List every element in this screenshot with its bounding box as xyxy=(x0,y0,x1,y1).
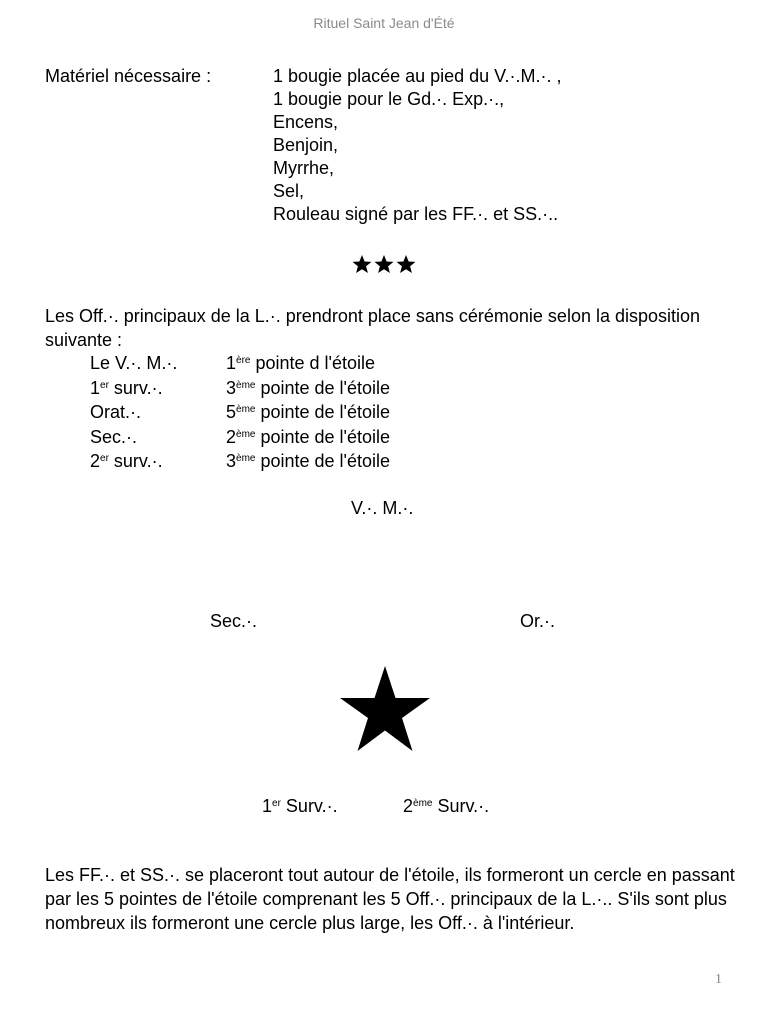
closing-paragraph: Les FF.·. et SS.·. se placeront tout autour de l'étoile, ils formeront un cercle en passant par les 5 pointes de l'étoile comprenant les 5 Off.·. principaux de la L.·.. S'ils sont plus nombreux ils formeront une cercle plus large, les Off.·. à l'intérieur. xyxy=(45,865,735,933)
position: 2ème pointe de l'étoile xyxy=(226,426,391,447)
position: 5ème pointe de l'étoile xyxy=(226,402,391,422)
diagram-label-bottom-right: 2ème Surv.·. xyxy=(403,796,490,816)
position: 3ème pointe de l'étoile xyxy=(226,451,391,471)
materiel-label: Matériel nécessaire : xyxy=(45,66,212,86)
materiel-item: 1 bougie pour le Gd.·. Exp.·., xyxy=(273,89,505,109)
diagram-label-bottom-left: 1er Surv.·. xyxy=(262,796,338,816)
materiel-item: Myrrhe, xyxy=(273,158,335,178)
position: 1ère pointe d l'étoile xyxy=(226,353,375,373)
position: 3ème pointe de l'étoile xyxy=(226,377,391,398)
diagram-label-left: Sec.·. xyxy=(210,611,258,631)
materiel-item: 1 bougie placée au pied du V.·.M.·. , xyxy=(273,66,562,86)
three-stars-icon xyxy=(352,253,416,282)
role: Le V.·. M.·. xyxy=(90,353,178,373)
role: Sec.·. xyxy=(90,426,138,447)
role: Orat.·. xyxy=(90,402,142,422)
materiel-list xyxy=(273,65,562,226)
materiel-item: Encens, xyxy=(273,112,339,132)
role: 2er surv.·. xyxy=(90,451,163,471)
diagram-label-top: V.·. M.·. xyxy=(351,498,414,518)
five-point-star-icon xyxy=(339,666,431,759)
materiel-item: Sel, xyxy=(273,181,305,201)
page-number: 1 xyxy=(715,972,722,987)
materiel-item: Rouleau signé par les FF.·. et SS.·.. xyxy=(273,204,559,224)
materiel-item: Benjoin, xyxy=(273,135,339,155)
diagram-label-right: Or.·. xyxy=(520,611,555,631)
page-header-title: Rituel Saint Jean d'Été xyxy=(313,15,455,31)
role: 1er surv.·. xyxy=(90,377,163,398)
intro-paragraph: Les Off.·. principaux de la L.·. prendront place sans cérémonie selon la disposition suivante : xyxy=(45,306,701,350)
